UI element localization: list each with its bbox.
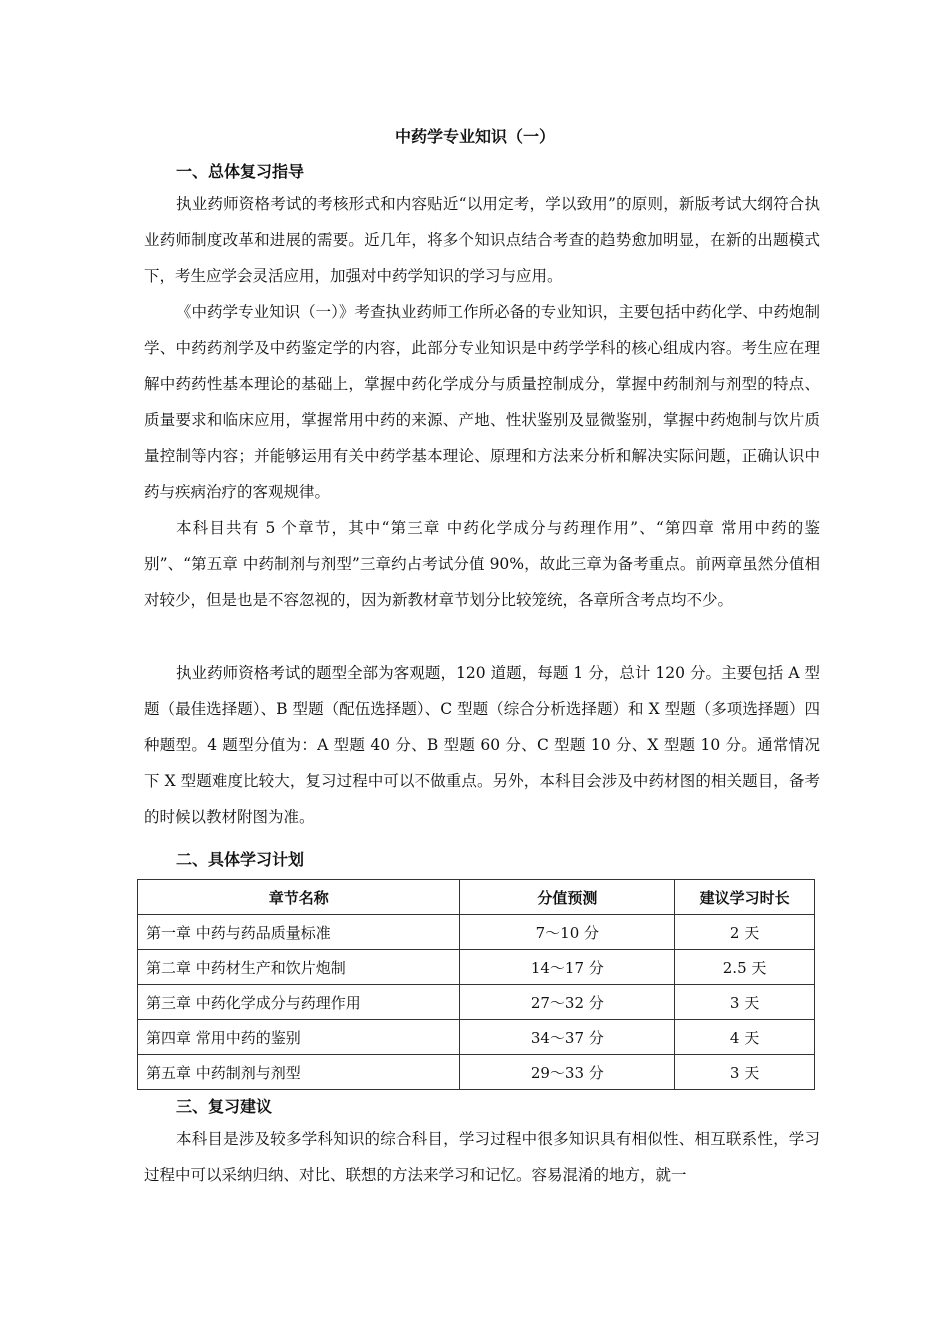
table-row	[138, 1055, 815, 1090]
table-row	[138, 950, 815, 985]
paragraph-subject-scope: 《中药学专业知识（一）》考查执业药师工作所必备的专业知识，主要包括中药化学、中药炮制学、中药药剂学及中药鉴定学的内容，此部分专业知识是中药学学科的核心组成内容。考生应在理解中药药性基本理论的基础上，掌握中药化学成分与质量控制成分，掌握中药制剂与剂型的特点、质量要求和临床应用，掌握常用中药的来源、产地、性状鉴别及显微鉴别，掌握中药炮制与饮片质量控制等内容；并能够运用有关中药学基本理论、原理和方法来分析和解决实际问题，正确认识中药与疾病治疗的客观规律。	[144, 303, 820, 501]
header-score-forecast: 分值预测	[460, 880, 675, 915]
section-heading-overview: 一、总体复习指导	[176, 162, 305, 181]
table-row	[138, 985, 815, 1020]
study-plan-table	[137, 879, 815, 1090]
score-cell: 7～10 分	[460, 915, 675, 950]
paragraph-review-advice: 本科目是涉及较多学科知识的综合科目，学习过程中很多知识具有相似性、相互联系性，学习过程中可以采纳归纳、对比、联想的方法来学习和记忆。容易混淆的地方，就一	[144, 1130, 820, 1184]
section-heading-study-plan: 二、具体学习计划	[176, 850, 305, 869]
header-study-duration: 建议学习时长	[675, 880, 815, 915]
table-row	[138, 915, 815, 950]
chapter-name-cell: 第三章 中药化学成分与药理作用	[138, 985, 460, 1020]
score-cell: 29～33 分	[460, 1055, 675, 1090]
duration-cell: 4 天	[675, 1020, 815, 1055]
duration-cell: 2 天	[675, 915, 815, 950]
chapter-name-cell: 第四章 常用中药的鉴别	[138, 1020, 460, 1055]
chapter-name-cell: 第五章 中药制剂与剂型	[138, 1055, 460, 1090]
score-cell: 14～17 分	[460, 950, 675, 985]
header-chapter-name: 章节名称	[138, 880, 460, 915]
table-header-row	[138, 880, 815, 915]
section-heading-review-advice: 三、复习建议	[176, 1097, 273, 1116]
score-cell: 34～37 分	[460, 1020, 675, 1055]
score-cell: 27～32 分	[460, 985, 675, 1020]
paragraph-question-types: 执业药师资格考试的题型全部为客观题，120 道题，每题 1 分，总计 120 分。主要包括 A 型题（最佳选择题）、B 型题（配伍选择题）、C 型题（综合分析选择题）和 X 型题（多项选择题）四种题型。4 题型分值为：A 型题 40 分、B 型题 60 分、C 型题 10 分、X 型题 10 分。通常情况下 X 型题难度比较大，复习过程中可以不做重点。另外，本科目会涉及中药材图的相关题目，备考的时候以教材附图为准。	[144, 664, 820, 826]
chapter-name-cell: 第一章 中药与药品质量标准	[138, 915, 460, 950]
paragraph-exam-format: 执业药师资格考试的考核形式和内容贴近“以用定考，学以致用”的原则，新版考试大纲符合执业药师制度改革和进展的需要。近几年，将多个知识点结合考查的趋势愈加明显，在新的出题模式下，考生应学会灵活应用，加强对中药学知识的学习与应用。	[144, 195, 820, 285]
chapter-name-cell: 第二章 中药材生产和饮片炮制	[138, 950, 460, 985]
duration-cell: 3 天	[675, 1055, 815, 1090]
duration-cell: 3 天	[675, 985, 815, 1020]
table-row	[138, 1020, 815, 1055]
document-title: 中药学专业知识（一）	[394, 127, 555, 146]
duration-cell: 2.5 天	[675, 950, 815, 985]
paragraph-chapters: 本科目共有 5 个章节，其中“第三章 中药化学成分与药理作用”、“第四章 常用中药的鉴别”、“第五章 中药制剂与剂型”三章约占考试分值 90%，故此三章为备考重点。前两章虽然分值相对较少，但是也是不容忽视的，因为新教材章节划分比较笼统，各章所含考点均不少。	[144, 519, 820, 609]
